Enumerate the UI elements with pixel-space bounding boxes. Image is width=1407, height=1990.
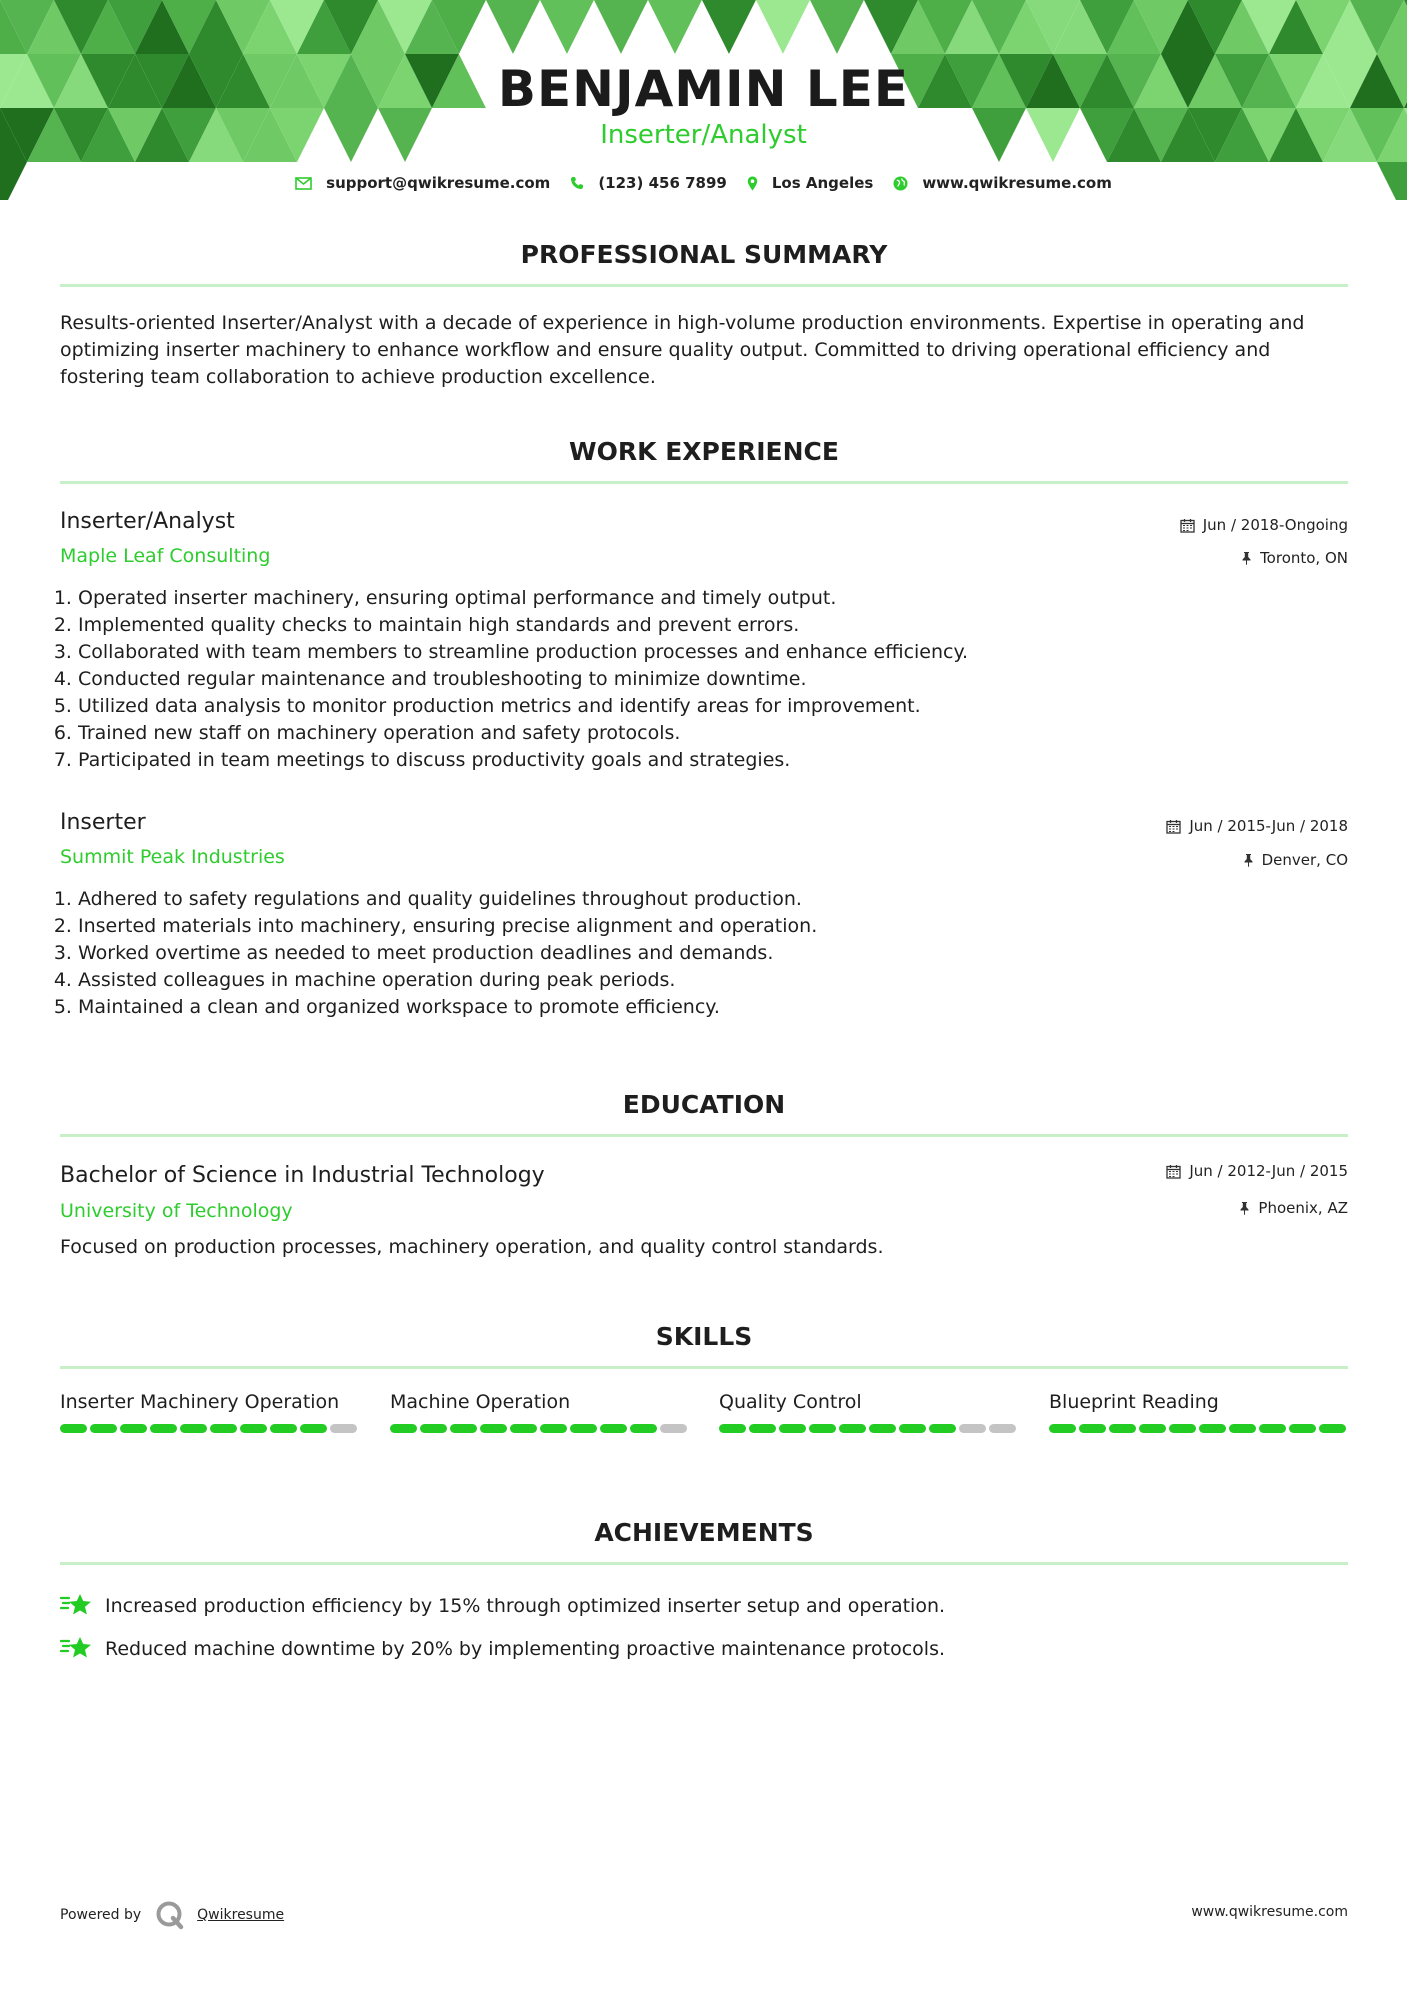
job-dates-text: Jun / 2018-Ongoing xyxy=(1202,516,1348,534)
skill-level-segment xyxy=(1079,1424,1106,1433)
job-location-text: Denver, CO xyxy=(1261,851,1348,869)
list-item: 4. Conducted regular maintenance and troubleshooting to minimize downtime. xyxy=(78,666,1328,693)
skill-level-segment xyxy=(959,1424,986,1433)
list-item: 1. Operated inserter machinery, ensuring optimal performance and timely output. xyxy=(78,585,1328,612)
skill-name: Inserter Machinery Operation xyxy=(60,1391,340,1413)
skill-level-bar xyxy=(719,1424,1019,1433)
job-location xyxy=(1243,851,1348,869)
skill-level-segment xyxy=(839,1424,866,1433)
skill-level-segment xyxy=(1259,1424,1286,1433)
skill-level-segment xyxy=(1229,1424,1256,1433)
education-description: Focused on production processes, machinery operation, and quality control standards. xyxy=(60,1236,884,1258)
contact-location xyxy=(747,174,873,192)
skill-level-segment xyxy=(749,1424,776,1433)
envelope-icon xyxy=(295,177,312,190)
skill-level-segment xyxy=(1109,1424,1136,1433)
contact-website[interactable] xyxy=(893,174,1112,192)
calendar-icon xyxy=(1180,518,1195,533)
contact-email-text: support@qwikresume.com xyxy=(326,174,551,192)
section-title-skills: SKILLS xyxy=(655,1322,753,1351)
contact-bar xyxy=(0,174,1407,192)
contact-phone-text: (123) 456 7899 xyxy=(598,174,727,192)
section-divider xyxy=(60,1562,1348,1565)
footer-powered-by xyxy=(60,1900,284,1930)
globe-icon xyxy=(893,176,908,191)
skill-level-segment xyxy=(210,1424,237,1433)
list-item: 6. Trained new staff on machinery operation and safety protocols. xyxy=(78,720,1328,747)
skill-item xyxy=(1049,1389,1349,1433)
education-dates xyxy=(1166,1162,1348,1180)
skill-level-segment xyxy=(150,1424,177,1433)
section-divider xyxy=(60,481,1348,484)
achievement-text: Increased production efficiency by 15% through optimized inserter setup and operation. xyxy=(105,1595,946,1617)
pushpin-icon xyxy=(1239,1201,1250,1215)
qwikresume-link[interactable]: Qwikresume xyxy=(197,1907,285,1923)
job-title: Inserter/Analyst xyxy=(60,509,235,534)
skill-level-segment xyxy=(929,1424,956,1433)
list-item: 3. Worked overtime as needed to meet production deadlines and demands. xyxy=(78,940,1328,967)
job-dates xyxy=(1180,516,1348,534)
job-task-list xyxy=(0,886,1328,1021)
section-title-achievements: ACHIEVEMENTS xyxy=(594,1518,814,1547)
skill-name: Quality Control xyxy=(719,1391,862,1413)
achievement-text: Reduced machine downtime by 20% by implementing proactive maintenance protocols. xyxy=(105,1638,946,1660)
job-dates-text: Jun / 2015-Jun / 2018 xyxy=(1189,817,1348,835)
section-divider xyxy=(60,284,1348,287)
skill-level-bar xyxy=(390,1424,690,1433)
job-title: Inserter xyxy=(60,810,146,835)
skill-level-segment xyxy=(480,1424,507,1433)
job-task-list xyxy=(0,585,1328,774)
footer-website[interactable]: www.qwikresume.com xyxy=(1191,1904,1348,1920)
skill-level-segment xyxy=(300,1424,327,1433)
skill-level-segment xyxy=(899,1424,926,1433)
skill-level-segment xyxy=(1289,1424,1316,1433)
skill-level-bar xyxy=(60,1424,360,1433)
list-item: 3. Collaborated with team members to streamline production processes and enhance efficiency. xyxy=(78,639,1328,666)
education-location-text: Phoenix, AZ xyxy=(1258,1199,1348,1217)
calendar-icon xyxy=(1166,819,1181,834)
skill-level-segment xyxy=(1319,1424,1346,1433)
education-dates-text: Jun / 2012-Jun / 2015 xyxy=(1189,1162,1348,1180)
phone-icon xyxy=(570,176,584,190)
skill-level-segment xyxy=(1049,1424,1076,1433)
section-divider xyxy=(60,1366,1348,1369)
pushpin-icon xyxy=(1243,853,1254,867)
skill-level-segment xyxy=(630,1424,657,1433)
section-title-experience: WORK EXPERIENCE xyxy=(569,437,839,466)
skill-level-segment xyxy=(120,1424,147,1433)
list-item: 4. Assisted colleagues in machine operation during peak periods. xyxy=(78,967,1328,994)
list-item: 2. Implemented quality checks to maintain high standards and prevent errors. xyxy=(78,612,1328,639)
job-location-text: Toronto, ON xyxy=(1260,549,1348,567)
skill-level-segment xyxy=(510,1424,537,1433)
skill-level-segment xyxy=(570,1424,597,1433)
list-item: 1. Adhered to safety regulations and quality guidelines throughout production. xyxy=(78,886,1328,913)
list-item: 7. Participated in team meetings to discuss productivity goals and strategies. xyxy=(78,747,1328,774)
job-company: Summit Peak Industries xyxy=(60,846,285,868)
skill-name: Blueprint Reading xyxy=(1049,1391,1219,1413)
pushpin-icon xyxy=(1241,551,1252,565)
skill-level-segment xyxy=(600,1424,627,1433)
skill-name: Machine Operation xyxy=(390,1391,571,1413)
skill-level-segment xyxy=(60,1424,87,1433)
skill-level-segment xyxy=(869,1424,896,1433)
qwikresume-logo-icon xyxy=(155,1900,185,1930)
candidate-name: BENJAMIN LEE xyxy=(497,60,910,118)
achievement-item xyxy=(60,1591,945,1621)
skill-level-segment xyxy=(660,1424,687,1433)
skill-item xyxy=(60,1389,360,1433)
skill-level-segment xyxy=(1139,1424,1166,1433)
job-company: Maple Leaf Consulting xyxy=(60,545,271,567)
section-divider xyxy=(60,1134,1348,1137)
skill-level-segment xyxy=(809,1424,836,1433)
section-title-summary: PROFESSIONAL SUMMARY xyxy=(520,240,888,269)
contact-location-text: Los Angeles xyxy=(771,174,874,192)
skill-level-segment xyxy=(450,1424,477,1433)
map-pin-icon xyxy=(747,176,758,191)
skill-level-segment xyxy=(540,1424,567,1433)
contact-phone[interactable] xyxy=(570,174,727,192)
list-item: 5. Utilized data analysis to monitor production metrics and identify areas for improvement. xyxy=(78,693,1328,720)
achievement-item xyxy=(60,1634,945,1664)
powered-by-label: Powered by xyxy=(60,1907,142,1923)
skill-level-segment xyxy=(330,1424,357,1433)
skill-level-segment xyxy=(989,1424,1016,1433)
skill-level-segment xyxy=(719,1424,746,1433)
skill-level-bar xyxy=(1049,1424,1349,1433)
calendar-icon xyxy=(1166,1164,1181,1179)
skill-level-segment xyxy=(1199,1424,1226,1433)
contact-website-text: www.qwikresume.com xyxy=(922,174,1112,192)
list-item: 5. Maintained a clean and organized workspace to promote efficiency. xyxy=(78,994,1328,1021)
list-item: 2. Inserted materials into machinery, ensuring precise alignment and operation. xyxy=(78,913,1328,940)
skill-item xyxy=(719,1389,1019,1433)
skill-level-segment xyxy=(240,1424,267,1433)
skill-level-segment xyxy=(270,1424,297,1433)
education-location xyxy=(1239,1199,1348,1217)
skill-item xyxy=(390,1389,690,1433)
skill-level-segment xyxy=(420,1424,447,1433)
skill-level-segment xyxy=(1169,1424,1196,1433)
job-location xyxy=(1241,549,1348,567)
candidate-role: Inserter/Analyst xyxy=(600,120,807,150)
star-icon xyxy=(60,1634,94,1664)
skill-level-segment xyxy=(180,1424,207,1433)
summary-text: Results-oriented Inserter/Analyst with a decade of experience in high-volume production environments. Expertise in operating and optimizing inserter machinery to enhance workflow and ensure quality output. Committed to driving operational efficiency and fostering team collaboration to achieve production excellence. xyxy=(60,312,1305,388)
section-title-education: EDUCATION xyxy=(622,1090,786,1119)
star-icon xyxy=(60,1591,94,1621)
skill-level-segment xyxy=(779,1424,806,1433)
contact-email[interactable] xyxy=(295,174,550,192)
skill-level-segment xyxy=(390,1424,417,1433)
skill-level-segment xyxy=(90,1424,117,1433)
education-degree: Bachelor of Science in Industrial Technology xyxy=(60,1163,545,1188)
job-dates xyxy=(1166,817,1348,835)
education-school: University of Technology xyxy=(60,1200,293,1222)
